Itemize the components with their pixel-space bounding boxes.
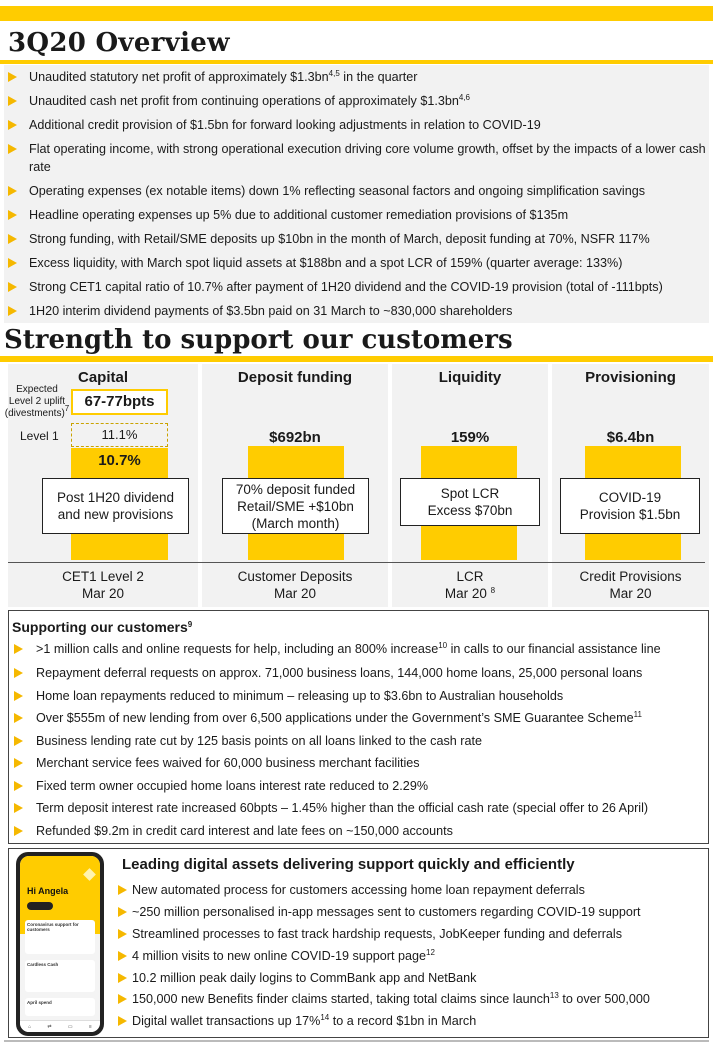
bullet-text: >1 million calls and online requests for help, including an 800% increase [36, 642, 439, 656]
support-bullet-9 [14, 822, 704, 840]
footnote-ref: 13 [549, 991, 559, 1000]
deposit-value: $692bn [269, 429, 321, 446]
bullet-text: Home loan repayments reduced to minimum – releasing up to $3.6bn to Australian households [36, 689, 564, 703]
overview-bullet-9 [8, 278, 708, 296]
bullet-text: to over 500,000 [558, 992, 650, 1006]
chart-baseline [8, 562, 705, 563]
bullet-text: in calls to our financial assistance line [447, 642, 661, 656]
bullet-arrow-icon [8, 234, 17, 244]
bullet-text: New automated process for customers accessing home loan repayment deferrals [132, 883, 585, 897]
bullet-text: Streamlined processes to fast track hardship requests, JobKeeper funding and deferrals [132, 927, 623, 941]
capital-heading: Capital [77, 369, 128, 386]
support-bullet-4 [14, 709, 704, 727]
bullet-arrow-icon [118, 1016, 127, 1026]
support-bullet-3 [14, 687, 704, 705]
bullet-text: Refunded $9.2m in credit card interest and late fees on ~150,000 accounts [36, 824, 453, 838]
bullet-arrow-icon [118, 973, 127, 983]
bullet-arrow-icon [14, 826, 23, 836]
footnote-ref: 10 [438, 641, 448, 650]
overview-bullet-6 [8, 206, 708, 224]
overview-bullet-1 [8, 68, 708, 86]
section-rule [0, 356, 713, 362]
bullet-text: 4 million visits to new online COVID-19 support page [132, 949, 426, 963]
provisioning-note-box: COVID-19 Provision $1.5bn [560, 478, 700, 534]
bullet-arrow-icon [14, 758, 23, 768]
app-logoff-button [27, 902, 53, 910]
bullet-arrow-icon [8, 306, 17, 316]
digital-bullet-5 [118, 969, 703, 987]
bullet-arrow-icon [118, 929, 127, 939]
level1-label: Level 1 [20, 429, 59, 443]
bullet-text: Unaudited statutory net profit of approximately $1.3bn [29, 70, 329, 84]
bullet-arrow-icon [14, 691, 23, 701]
capital-footer: CET1 Level 2 Mar 20 [62, 569, 144, 601]
bullet-arrow-icon [14, 803, 23, 813]
bullet-arrow-icon [118, 885, 127, 895]
home-icon: ⌂ [28, 1023, 32, 1030]
bullet-text: Headline operating expenses up 5% due to additional customer remediation provisions of $135m [29, 208, 569, 222]
app-card-covid: Coronavirus support for customers [25, 920, 95, 954]
bullet-arrow-icon [8, 144, 17, 154]
bullet-text: Merchant service fees waived for 60,000 business merchant facilities [36, 756, 420, 770]
overview-bullet-7 [8, 230, 708, 248]
bullet-text: Term deposit interest rate increased 60bpts – 1.45% higher than the official cash rate (special offer to 26 April) [36, 801, 649, 815]
bullet-arrow-icon [118, 907, 127, 917]
digital-bullet-7 [118, 1012, 703, 1030]
bullet-text: ~250 million personalised in-app messages sent to customers regarding COVID-19 support [132, 905, 641, 919]
footnote-ref: 4,6 [458, 93, 470, 102]
bullet-arrow-icon [14, 781, 23, 791]
bullet-text: Repayment deferral requests on approx. 71,000 business loans, 144,000 home loans, 25,000 personal loans [36, 666, 643, 680]
provisioning-footer: Credit Provisions Mar 20 [579, 569, 682, 601]
cet1-level2-value: 10.7% [98, 452, 141, 469]
app-card-spend: April spend [25, 998, 95, 1016]
bullet-text: Fixed term owner occupied home loans interest rate reduced to 2.29% [36, 779, 429, 793]
footnote-ref: 14 [320, 1013, 330, 1022]
bullet-arrow-icon [14, 736, 23, 746]
liquidity-heading: Liquidity [438, 369, 502, 386]
provisioning-value: $6.4bn [606, 429, 655, 446]
digital-heading: Leading digital assets delivering support quickly and efficiently [122, 856, 575, 873]
expected-uplift-label: Expected Level 2 uplift (divestments)$^7$ [4, 384, 70, 419]
bullet-arrow-icon [8, 120, 17, 130]
digital-assets-panel [8, 848, 709, 1038]
support-bullet-8 [14, 799, 704, 817]
bullet-text: Digital wallet transactions up 17% [132, 1014, 321, 1028]
digital-bullet-2 [118, 903, 703, 921]
phone-screen [20, 856, 100, 1032]
footer-rule [4, 1040, 709, 1042]
app-greeting: Hi Angela [27, 886, 69, 896]
overview-bullet-2 [8, 92, 708, 110]
app-card-cardless: Cardless Cash [25, 960, 95, 992]
bullet-arrow-icon [118, 994, 127, 1004]
support-bullet-2 [14, 664, 704, 682]
bullet-arrow-icon [8, 210, 17, 220]
digital-bullet-3 [118, 925, 703, 943]
digital-bullet-4 [118, 947, 703, 965]
overview-bullet-4 [8, 140, 708, 176]
bullet-arrow-icon [8, 282, 17, 292]
bullet-text: 150,000 new Benefits finder claims started, taking total claims since launch [132, 992, 550, 1006]
capital-note-box: Post 1H20 dividend and new provisions [42, 478, 189, 534]
phone-mockup [16, 852, 104, 1036]
support-bullet-5 [14, 732, 704, 750]
supporting-heading: Supporting our customers$^9$ [12, 619, 193, 635]
footnote-ref: 11 [633, 710, 642, 719]
liquidity-note-box: Spot LCR Excess $70bn [400, 478, 540, 526]
bullet-text: to a record $1bn in March [329, 1014, 477, 1028]
page-title: 3Q20 Overview [8, 28, 230, 58]
bullet-text: Over $555m of new lending from over 6,500 applications under the Government’s SME Guarantee Scheme [36, 711, 634, 725]
liquidity-value: 159% [450, 429, 490, 446]
bullet-arrow-icon [118, 951, 127, 961]
card-icon: ▭ [67, 1023, 73, 1030]
bullet-arrow-icon [8, 72, 17, 82]
bullet-arrow-icon [8, 186, 17, 196]
title-rule [0, 60, 713, 64]
liquidity-footer: LCR Mar 20 $^8$ [444, 569, 496, 601]
section-title-strength: Strength to support our customers [4, 325, 513, 355]
deposit-note-box: 70% deposit funded Retail/SME +$10bn (March month) [222, 478, 369, 534]
footnote-ref: 4,5 [328, 69, 340, 78]
bullet-arrow-icon [8, 96, 17, 106]
bullet-arrow-icon [8, 258, 17, 268]
support-bullet-7 [14, 777, 704, 795]
bullet-text: 10.2 million peak daily logins to CommBank app and NetBank [132, 971, 477, 985]
bullet-text: 1H20 interim dividend payments of $3.5bn paid on 31 March to ~830,000 shareholders [29, 304, 513, 318]
expected-uplift-box: 67-77bpts [71, 389, 168, 415]
bullet-text: Operating expenses (ex notable items) down 1% reflecting seasonal factors and ongoing simplification savings [29, 184, 646, 198]
digital-bullet-1 [118, 881, 703, 899]
bullet-text: Additional credit provision of $1.5bn for forward looking adjustments in relation to COVID-19 [29, 118, 541, 132]
bullet-text: Flat operating income, with strong operational execution driving core volume growth, offset by the impacts of a lower cash rate [29, 142, 706, 174]
transfer-icon: ⇄ [47, 1023, 52, 1030]
support-bullet-6 [14, 754, 704, 772]
bullet-text: Strong CET1 capital ratio of 10.7% after payment of 1H20 dividend and the COVID-19 provision (total of -111bpts) [29, 280, 663, 294]
top-accent-bar [0, 6, 713, 21]
app-tab-bar [20, 1020, 100, 1032]
bullet-arrow-icon [14, 713, 23, 723]
support-bullet-1 [14, 640, 704, 658]
overview-bullet-3 [8, 116, 708, 134]
bullet-text: Excess liquidity, with March spot liquid assets at $188bn and a spot LCR of 159% (quarter average: 133%) [29, 256, 623, 270]
footnote-ref: 12 [426, 948, 435, 957]
overview-bullet-5 [8, 182, 708, 200]
menu-icon: ≡ [88, 1023, 92, 1030]
bullet-arrow-icon [14, 644, 23, 654]
deposit-heading: Deposit funding [237, 369, 353, 386]
bullet-text: Business lending rate cut by 125 basis points on all loans linked to the cash rate [36, 734, 482, 748]
overview-bullet-8 [8, 254, 708, 272]
provisioning-heading: Provisioning [585, 369, 676, 386]
level1-box: 11.1% [71, 423, 168, 447]
bullet-text: in the quarter [339, 70, 418, 84]
overview-bullet-10 [8, 302, 708, 320]
bullet-arrow-icon [14, 668, 23, 678]
bullet-text: Strong funding, with Retail/SME deposits up $10bn in the month of March, deposit funding at 70%, NSFR 117% [29, 232, 650, 246]
digital-bullet-6 [118, 990, 703, 1008]
deposit-footer: Customer Deposits Mar 20 [237, 569, 353, 601]
bullet-text: Unaudited cash net profit from continuing operations of approximately $1.3bn [29, 94, 459, 108]
